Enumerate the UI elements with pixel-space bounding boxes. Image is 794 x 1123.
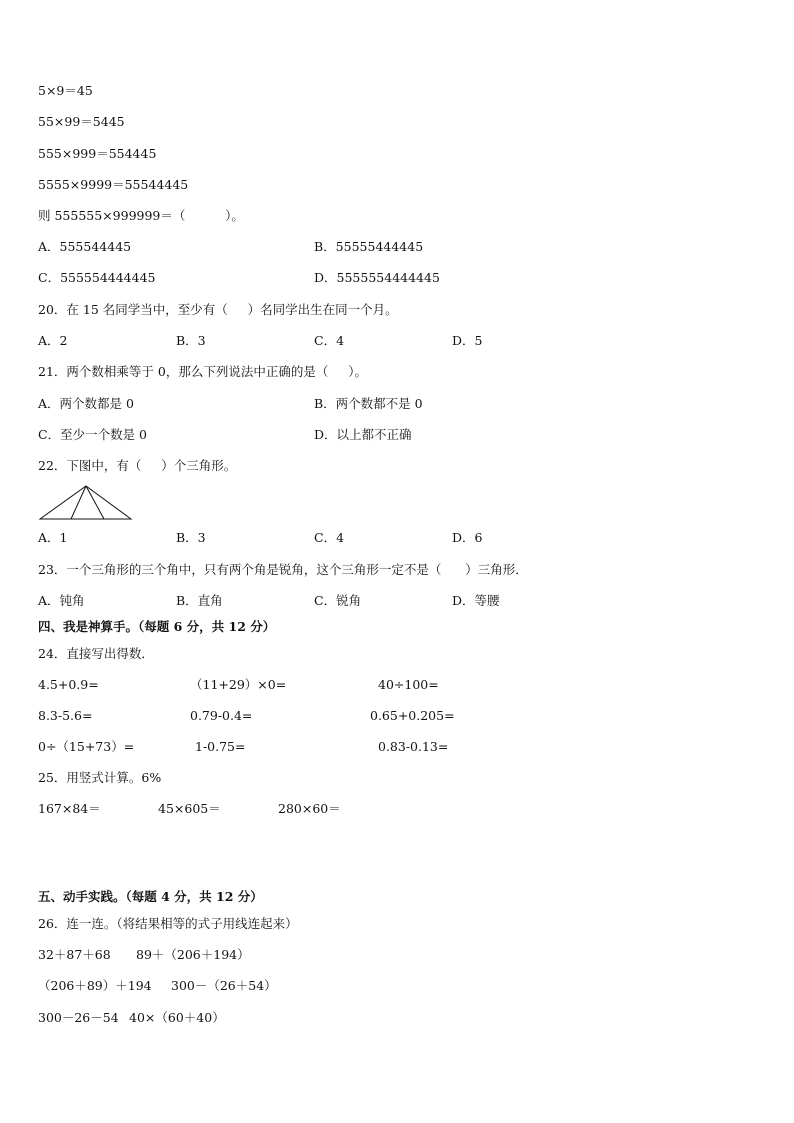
q24-item: 8.3-5.6= — [38, 708, 93, 723]
q26-right-expr: 40×（60＋40） — [129, 1010, 225, 1025]
q21-option-a[interactable]: A．两个数都是 0 — [38, 396, 134, 411]
q24-item: （11+29）×0= — [190, 677, 287, 692]
q20-option-c[interactable]: C．4 — [314, 333, 345, 348]
q20-text: 20．在 15 名同学当中，至少有（ ）名同学出生在同一个月。 — [38, 302, 398, 317]
q22-option-d[interactable]: D．6 — [452, 530, 483, 545]
q26-text: 26．连一连。（将结果相等的式子用线连起来） — [38, 916, 298, 931]
q21-option-b[interactable]: B．两个数都不是 0 — [314, 396, 423, 411]
q22-text: 22．下图中，有（ ）个三角形。 — [38, 458, 237, 473]
pattern-line-2: 55×99＝5445 — [38, 114, 125, 129]
q19-option-c[interactable]: C．555554444445 — [38, 270, 156, 285]
q23-option-b[interactable]: B．直角 — [176, 593, 223, 608]
q26-right-expr: 89＋（206＋194） — [136, 947, 250, 962]
q23-option-d[interactable]: D．等腰 — [452, 593, 500, 608]
q22-option-a[interactable]: A．1 — [38, 530, 68, 545]
q25-text: 25．用竖式计算。6% — [38, 770, 162, 785]
q19-option-d[interactable]: D．5555554444445 — [314, 270, 440, 285]
q26-left-expr: 32＋87＋68 — [38, 947, 111, 962]
section-5-heading: 五、动手实践。（每题 4 分，共 12 分） — [38, 889, 263, 904]
q19-prompt: 则 555555×999999＝（ ）。 — [38, 208, 244, 223]
q19-option-b[interactable]: B．55555444445 — [314, 239, 424, 254]
q25-item: 280×60＝ — [278, 801, 341, 816]
triangle-figure — [38, 484, 134, 522]
q26-right-expr: 300－（26＋54） — [171, 978, 277, 993]
q23-text: 23．一个三角形的三个角中，只有两个角是锐角，这个三角形一定不是（ ）三角形． — [38, 562, 528, 577]
pattern-line-1: 5×9＝45 — [38, 83, 93, 98]
q25-item: 45×605＝ — [158, 801, 221, 816]
q24-text: 24．直接写出得数． — [38, 646, 154, 661]
q19-option-a[interactable]: A．555544445 — [38, 239, 132, 254]
q21-option-c[interactable]: C．至少一个数是 0 — [38, 427, 147, 442]
q22-option-b[interactable]: B．3 — [176, 530, 206, 545]
q23-option-c[interactable]: C．锐角 — [314, 593, 362, 608]
triangle-inner-line-right — [86, 486, 104, 519]
q21-text: 21．两个数相乘等于 0，那么下列说法中正确的是（ ）。 — [38, 364, 367, 379]
q20-option-b[interactable]: B．3 — [176, 333, 206, 348]
q26-left-expr: （206＋89）＋194 — [38, 978, 152, 993]
q22-option-c[interactable]: C．4 — [314, 530, 345, 545]
q24-item: 0.83-0.13= — [378, 739, 449, 754]
q21-option-d[interactable]: D．以上都不正确 — [314, 427, 412, 442]
q24-item: 0.79-0.4= — [190, 708, 253, 723]
q24-item: 1-0.75= — [195, 739, 246, 754]
q24-item: 40÷100= — [378, 677, 439, 692]
q24-item: 4.5+0.9= — [38, 677, 99, 692]
q25-item: 167×84＝ — [38, 801, 101, 816]
triangle-outline — [40, 486, 131, 519]
q24-item: 0÷（15+73）= — [38, 739, 135, 754]
q20-option-a[interactable]: A．2 — [38, 333, 68, 348]
q24-item: 0.65+0.205= — [370, 708, 455, 723]
q23-option-a[interactable]: A．钝角 — [38, 593, 85, 608]
section-4-heading: 四、我是神算手。（每题 6 分，共 12 分） — [38, 619, 276, 634]
pattern-line-4: 5555×9999＝55544445 — [38, 177, 189, 192]
q26-left-expr: 300－26－54 — [38, 1010, 119, 1025]
q20-option-d[interactable]: D．5 — [452, 333, 483, 348]
pattern-line-3: 555×999＝554445 — [38, 146, 157, 161]
